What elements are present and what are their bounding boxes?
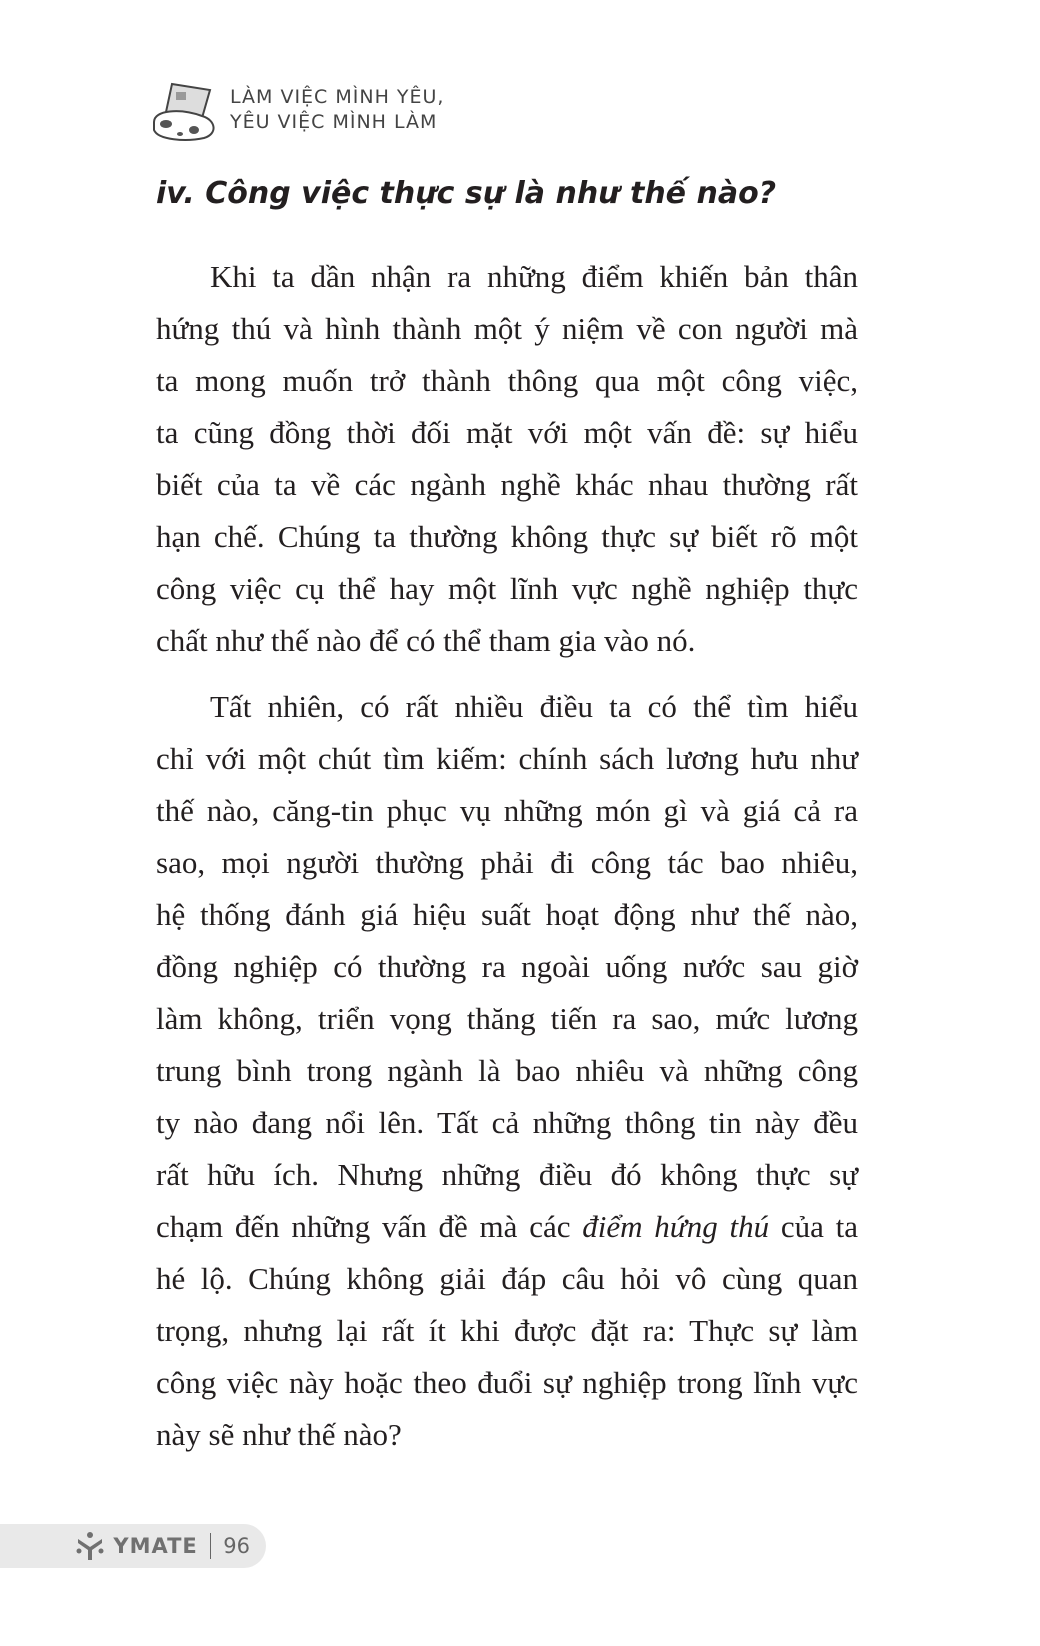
line-text: Khi ta dần nhận ra những điểm khiến bản thân	[210, 259, 858, 294]
text-line	[156, 563, 858, 615]
line-text: thế nào, căng-tin phục vụ những món gì và giá cả ra	[156, 793, 858, 828]
line-text: công việc cụ thể hay một lĩnh vực nghề nghiệp thực	[156, 571, 858, 606]
line-text: biết của ta về các ngành nghề khác nhau thường rất	[156, 467, 858, 502]
text-line	[156, 889, 858, 941]
text-line	[156, 681, 858, 733]
text-line	[156, 837, 858, 889]
text-line	[156, 407, 858, 459]
line-text: hệ thống đánh giá hiệu suất hoạt động như thế nào,	[156, 897, 858, 932]
line-text: ta mong muốn trở thành thông qua một công việc,	[156, 363, 858, 398]
paragraph-1	[156, 251, 858, 667]
page-footer	[0, 1524, 266, 1568]
running-header	[150, 78, 444, 142]
text-line	[156, 785, 858, 837]
brand-name: YMATE	[113, 1534, 198, 1558]
paragraph-2	[156, 681, 858, 1461]
text-line	[156, 1149, 858, 1201]
line-text: hứng thú và hình thành một ý niệm về con người mà	[156, 311, 858, 346]
text-line	[156, 1305, 858, 1357]
text-line	[156, 1097, 858, 1149]
text-line	[156, 941, 858, 993]
text-line	[156, 993, 858, 1045]
text-line	[156, 1409, 858, 1461]
line-text: của ta	[780, 1209, 859, 1244]
text-line	[156, 733, 858, 785]
line-text: chạm đến những vấn đề mà các	[156, 1209, 571, 1244]
laptop-cat-logo-icon	[150, 78, 222, 142]
line-text: làm không, triển vọng thăng tiến ra sao, mức lương	[156, 1001, 858, 1036]
footer-divider	[210, 1533, 212, 1559]
text-line	[156, 615, 858, 667]
emphasized-text: điểm hứng thú	[582, 1209, 770, 1244]
text-line	[156, 355, 858, 407]
line-text: hạn chế. Chúng ta thường không thực sự biết rõ một	[156, 519, 858, 554]
line-text: công việc này hoặc theo đuổi sự nghiệp trong lĩnh vực	[156, 1365, 858, 1400]
text-line	[156, 459, 858, 511]
line-text: Tất nhiên, có rất nhiều điều ta có thể tìm hiểu	[210, 689, 858, 724]
text-line	[156, 303, 858, 355]
line-text: sao, mọi người thường phải đi công tác bao nhiêu,	[156, 845, 858, 880]
line-text: trọng, nhưng lại rất ít khi được đặt ra: Thực sự làm	[156, 1313, 858, 1348]
header-line-2: YÊU VIỆC MÌNH LÀM	[230, 111, 438, 133]
text-line	[156, 251, 858, 303]
text-line	[156, 1357, 858, 1409]
line-text: đồng nghiệp có thường ra ngoài uống nước sau giờ	[156, 949, 858, 984]
header-line-1: LÀM VIỆC MÌNH YÊU,	[230, 86, 445, 108]
line-text: ta cũng đồng thời đối mặt với một vấn đề: sự hiểu	[156, 415, 858, 450]
line-text: trung bình trong ngành là bao nhiêu và những công	[156, 1053, 858, 1088]
text-line	[156, 1045, 858, 1097]
text-line	[156, 1253, 858, 1305]
ymate-logo-icon	[73, 1531, 107, 1561]
section-heading: iv. Công việc thực sự là như thế nào?	[156, 176, 777, 211]
line-text: này sẽ như thế nào?	[156, 1417, 402, 1452]
line-text: chỉ với một chút tìm kiếm: chính sách lương hưu như	[156, 741, 858, 776]
line-text: chất như thế nào để có thể tham gia vào nó.	[156, 623, 696, 658]
line-text: rất hữu ích. Nhưng những điều đó không thực sự	[156, 1157, 858, 1192]
text-line	[156, 511, 858, 563]
page-number: 96	[223, 1534, 250, 1558]
text-line	[156, 1201, 858, 1253]
line-text: hé lộ. Chúng không giải đáp câu hỏi vô cùng quan	[156, 1261, 858, 1296]
line-text: ty nào đang nổi lên. Tất cả những thông tin này đều	[156, 1105, 858, 1140]
